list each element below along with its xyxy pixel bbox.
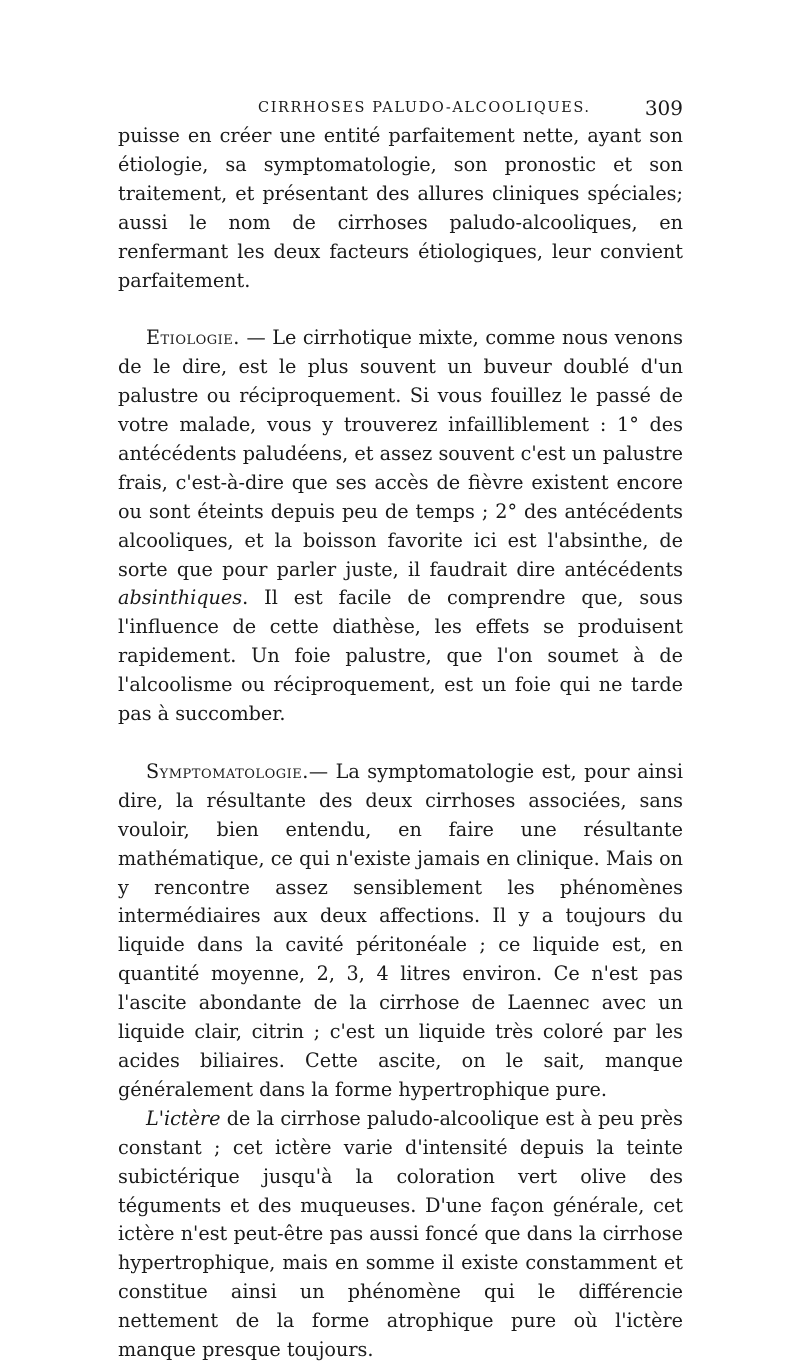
etiologie-text-part2: . Il est facile de comprendre que, sous l'influence de cette diathèse, les effets se produisent rapidement. Un foie palustre, que l'on soumet à de l'alcoolisme ou réciproquement, est un foie qui ne tarde pas à succomber. <box>118 586 683 726</box>
paragraph-ictere <box>118 1105 683 1365</box>
ictere-emphasis: L'ictère <box>146 1106 221 1130</box>
section-heading-etiologie: Etiologie. <box>146 326 240 350</box>
paragraph-symptomatologie <box>118 758 683 1105</box>
section-heading-symptomatologie: Symptomatologie. <box>146 759 309 783</box>
symptomatologie-text: — La symptomatologie est, pour ainsi dire, la résultante des deux cirrhoses associées, sans vouloir, bien entendu, en faire une résultante mathématique, ce qui n'existe jamais en clinique. Mais on y rencontre assez sensiblement les phénomènes intermédiaires aux deux affections. Il y a toujours du liquide dans la cavité péritonéale ; ce liquide est, en quantité moyenne, 2, 3, 4 litres environ. Ce n'est pas l'ascite abondante de la cirrhose de Laennec avec un liquide clair, citrin ; c'est un liquide très coloré par les acides biliaires. Cette ascite, on le sait, manque généralement dans la forme hypertrophique pure. <box>118 759 683 1101</box>
paragraph-gap <box>118 729 683 758</box>
etiologie-text-part1: — Le cirrhotique mixte, comme nous venons de le dire, est le plus souvent un buveur doublé d'un palustre ou réciproquement. Si vous fouillez le passé de votre malade, vous y trouverez infailliblement : 1° des antécédents paludéens, et assez souvent c'est un palustre frais, c'est-à-dire que ses accès de fièvre existent encore ou sont éteints depuis peu de temps ; 2° des antécédents alcooliques, et la boisson favorite ici est l'absinthe, de sorte que pour parler juste, il faudrait dire antécédents <box>118 326 683 581</box>
page-header <box>118 96 683 124</box>
running-title: CIRRHOSES PALUDO-ALCOOLIQUES. <box>258 100 591 116</box>
body-text <box>118 122 683 1365</box>
paragraph-intro: puisse en créer une entité parfaitement nette, ayant son étiologie, sa symptomatologie, son pronostic et son traitement, et présentant des allures cliniques spéciales; aussi le nom de cirrhoses paludo-alcooliques, en renfermant les deux facteurs étiologiques, leur convient parfaitement. <box>118 124 683 292</box>
ictere-text: de la cirrhose paludo-alcoolique est à peu près constant ; cet ictère varie d'intensité depuis la teinte subictérique jusqu'à la coloration vert olive des téguments et des muqueuses. D'une façon générale, cet ictère n'est peut-être pas aussi foncé que dans la cirrhose hypertrophique, mais en somme il existe constamment et constitue ainsi un phénomène qui le différencie nettement de la forme atrophique pure où l'ictère manque presque toujours. <box>118 1106 683 1362</box>
paragraph-gap <box>118 295 683 324</box>
page-number: 309 <box>644 96 683 120</box>
paragraph-etiologie <box>118 324 683 729</box>
etiologie-emphasis: absinthiques <box>118 586 243 610</box>
